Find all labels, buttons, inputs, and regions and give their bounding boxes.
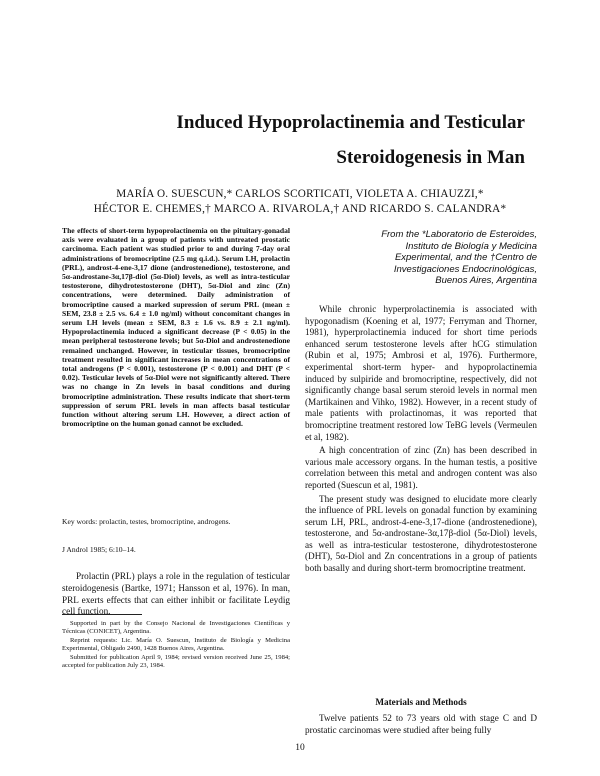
affiliation-line: Instituto de Biología y Medicina <box>405 240 537 252</box>
footnote-reprint: Reprint requests: Lic. María O. Suescun, Instituto de Biología y Medicina Experimental, Obligado 2490, 1428 Buenos Aires, Argentina. <box>62 637 290 652</box>
authors-line-1: MARÍA O. SUESCUN,* CARLOS SCORTICATI, VIOLETA A. CHIAUZZI,* <box>116 188 484 200</box>
authors-line-2: HÉCTOR E. CHEMES,† MARCO A. RIVAROLA,† AND RICARDO S. CALANDRA* <box>93 203 507 215</box>
intro-paragraph: Prolactin (PRL) plays a role in the regulation of testicular steroidogenesis (Bartke, 1971; Hansson et al, 1976). In man, PRL exerts effects that can either inhibit or facilitate Leydig cell function. <box>62 571 290 617</box>
body-paragraph: While chronic hyperprolactinemia is associated with hypogonadism (Koening et al, 1977; Ferryman and Thorner, 1981), hyperprolactinemia induced for short time periods enhanced serum testosterone levels after hCG stimulation (Rubin et al, 1975; Ambrosi et al, 1976). Furthermore, experimental short-term hyper- and hypoprolactinemia induced by sulpiride and bromocriptine, respectively, did not significantly change basal serum steroid levels in normal men (Martikainen and Vihko, 1982). However, in a recent study of male patients with prolactinomas, it was reported that bromocriptine treatment restored low TeBG levels (Vermeulen et al, 1982). <box>305 304 537 442</box>
journal-citation: J Androl 1985; 6:10–14. <box>62 545 136 554</box>
footnote-submission: Submitted for publication April 9, 1984; revised version received June 25, 1984; accepted for publication July 23, 1984. <box>62 654 290 669</box>
footnote-funding: Supported in part by the Consejo Nacional de Investigaciones Científicas y Técnicas (CONICET), Argentina. <box>62 620 290 635</box>
article-title-line-2: Steroidogenesis in Man <box>336 147 525 168</box>
methods-paragraph: Twelve patients 52 to 73 years old with stage C and D prostatic carcinomas were studied after being fully <box>305 713 537 735</box>
footnotes <box>62 620 290 671</box>
affiliation <box>305 229 537 287</box>
keywords: Key words: prolactin, testes, bromocriptine, androgens. <box>62 517 231 526</box>
article-title-line-1: Induced Hypoprolactinemia and Testicular <box>176 112 525 133</box>
abstract: The effects of short-term hypoprolactinemia on the pituitary-gonadal axis were evaluated in a group of patients with untreated prostatic carcinoma. Each patient was studied prior to and during 7-day oral administrations of bromocriptine (2.5 mg q.i.d.). Serum LH, prolactin (PRL), androst-4-ene-3,17 dione (androstenedione), testosterone, and 5α-androstane-3α,17β-diol (5α-Diol) levels, as well as intra-testicular testosterone, dihydrotestosterone (DHT), 5α-Diol and zinc (Zn) concentrations, were determined. Daily administration of bromocriptine caused a marked supression of serum PRL (mean ± SEM, 23.8 ± 2.5 vs. 6.4 ± 1.0 ng/ml) without concomitant changes in serum LH levels (mean ± SEM, 8.3 ± 1.6 vs. 8.9 ± 2.1 ng/ml). Hypoprolactinemia induced a significant decrease (P < 0.05) in the mean peripheral testosterone levels; but 5α-Diol and androstenedione remained unchanged. However, in testicular tissues, bromocriptine treatment resulted in significant increases in mean concentrations of total androgens (P < 0.001), testosterone (P < 0.001) and DHT (P < 0.02). Testicular levels of 5α-Diol were not significantly altered. There was no change in Zn levels in basal conditions and during bromocriptine administration. These results indicate that short-term suppression of serum PRL levels in man affects basal testicular function without altering serum LH. However, a direct action of bromocriptine on the human gonad cannot be excluded. <box>62 226 290 429</box>
body-right-column <box>305 304 537 577</box>
page-number: 10 <box>295 743 305 753</box>
footnote-divider <box>62 614 142 615</box>
affiliation-line: Investigaciones Endocrinológicas, <box>393 263 537 275</box>
affiliation-line: Experimental, and the †Centro de <box>394 252 537 264</box>
body-paragraph: A high concentration of zinc (Zn) has been described in various male accessory organs. In the human testis, a positive correlation between this metal and androgen content was also reported (Suescun et al, 1981). <box>305 445 537 490</box>
affiliation-line: From the *Laboratorio de Esteroides, <box>381 229 537 240</box>
body-paragraph: The present study was designed to elucidate more clearly the influence of PRL levels on gonadal function by examining serum LH, PRL, androst-4-ene-3,17-dione (androstenedione), testosterone, and 5α-androstane-3α,17β-diol (5α-Diol) levels, as well as intra-testicular testosterone, dihydrotestosterone (DHT), 5α-Diol and Zn concentrations in a group of patients both basally and during short-term bromocriptine treatment. <box>305 493 537 574</box>
affiliation-line: Buenos Aires, Argentina <box>435 275 537 287</box>
section-heading-methods: Materials and Methods <box>375 697 467 707</box>
